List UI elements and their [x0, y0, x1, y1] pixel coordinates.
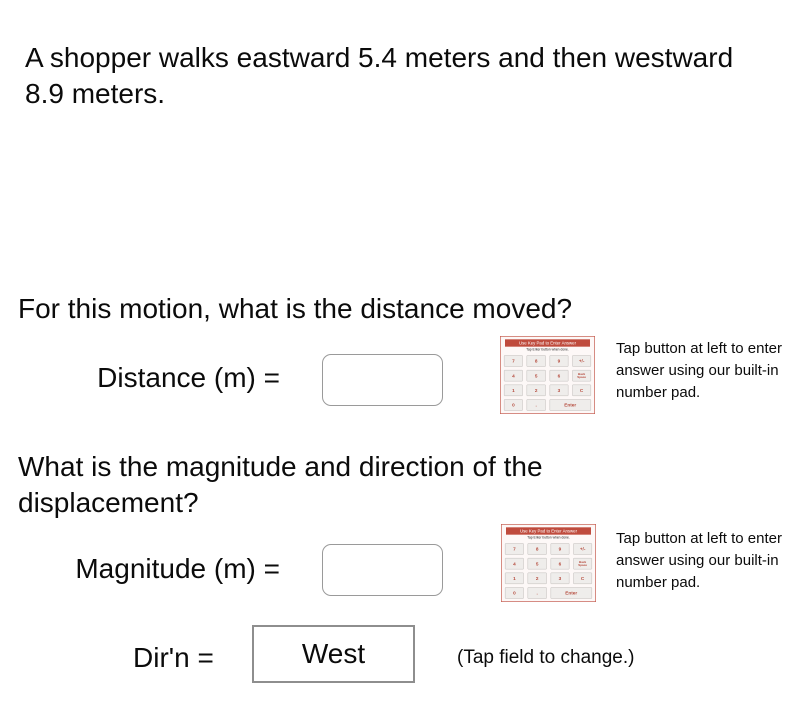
numpad-key-4: 4: [505, 558, 524, 569]
numpad-button-distance[interactable]: [500, 336, 595, 414]
numpad-key-enter: Enter: [550, 587, 591, 598]
numpad-subtitle: Tap Enter button when done.: [526, 347, 569, 352]
numpad-key-2: 2: [528, 573, 547, 584]
numpad-title: Use Key Pad to Enter Answer: [505, 339, 590, 346]
numpad-keys: [505, 543, 592, 598]
numpad-key-0: 0: [505, 587, 524, 598]
magnitude-label: Magnitude (m) =: [75, 553, 280, 584]
numpad-key-1: 1: [504, 385, 523, 396]
numpad-key-8: 8: [528, 543, 547, 554]
numpad-key-5: 5: [528, 558, 547, 569]
numpad-key-: +/-: [573, 543, 592, 554]
problem-statement: A shopper walks eastward 5.4 meters and then westward 8.9 meters.: [25, 42, 734, 109]
numpad-key-0: 0: [504, 399, 523, 410]
numpad-key-back-space: Back Space: [572, 370, 591, 381]
magnitude-input[interactable]: [322, 544, 443, 596]
numpad-key-5: 5: [527, 370, 546, 381]
numpad-key-enter: Enter: [549, 399, 590, 410]
numpad-key-c: C: [573, 573, 592, 584]
numpad-key-3: 3: [550, 573, 569, 584]
direction-label: Dir'n =: [133, 642, 214, 673]
numpad-key-: +/-: [572, 355, 591, 366]
direction-value: West: [301, 638, 366, 669]
numpad-key-back-space: Back Space: [573, 558, 592, 569]
question-displacement: What is the magnitude and direction of the displacement?: [18, 451, 543, 518]
numpad-keys: [504, 355, 591, 410]
numpad-title: Use Key Pad to Enter Answer: [506, 527, 591, 534]
numpad-key-6: 6: [549, 370, 568, 381]
direction-field[interactable]: [252, 625, 415, 683]
numpad-key-1: 1: [505, 573, 524, 584]
numpad-key-6: 6: [550, 558, 569, 569]
numpad-hint-magnitude: Tap button at left to enter answer using our built-in number pad.: [616, 530, 782, 591]
numpad-key-7: 7: [504, 355, 523, 366]
question-distance: For this motion, what is the distance moved?: [18, 293, 573, 324]
direction-change-hint: (Tap field to change.): [457, 647, 635, 668]
numpad-key-7: 7: [505, 543, 524, 554]
numpad-thumbnail: [501, 524, 596, 602]
numpad-key-9: 9: [550, 543, 569, 554]
numpad-key-2: 2: [527, 385, 546, 396]
numpad-key-: .: [528, 587, 547, 598]
distance-label: Distance (m) =: [97, 362, 280, 393]
distance-input[interactable]: [322, 354, 443, 406]
numpad-subtitle: Tap Enter button when done.: [527, 535, 570, 540]
numpad-hint-distance: Tap button at left to enter answer using our built-in number pad.: [616, 340, 782, 401]
numpad-thumbnail: [500, 336, 595, 414]
numpad-button-magnitude[interactable]: [501, 524, 596, 602]
numpad-key-9: 9: [549, 355, 568, 366]
numpad-key-: .: [527, 399, 546, 410]
numpad-key-4: 4: [504, 370, 523, 381]
numpad-key-3: 3: [549, 385, 568, 396]
numpad-key-c: C: [572, 385, 591, 396]
numpad-key-8: 8: [527, 355, 546, 366]
